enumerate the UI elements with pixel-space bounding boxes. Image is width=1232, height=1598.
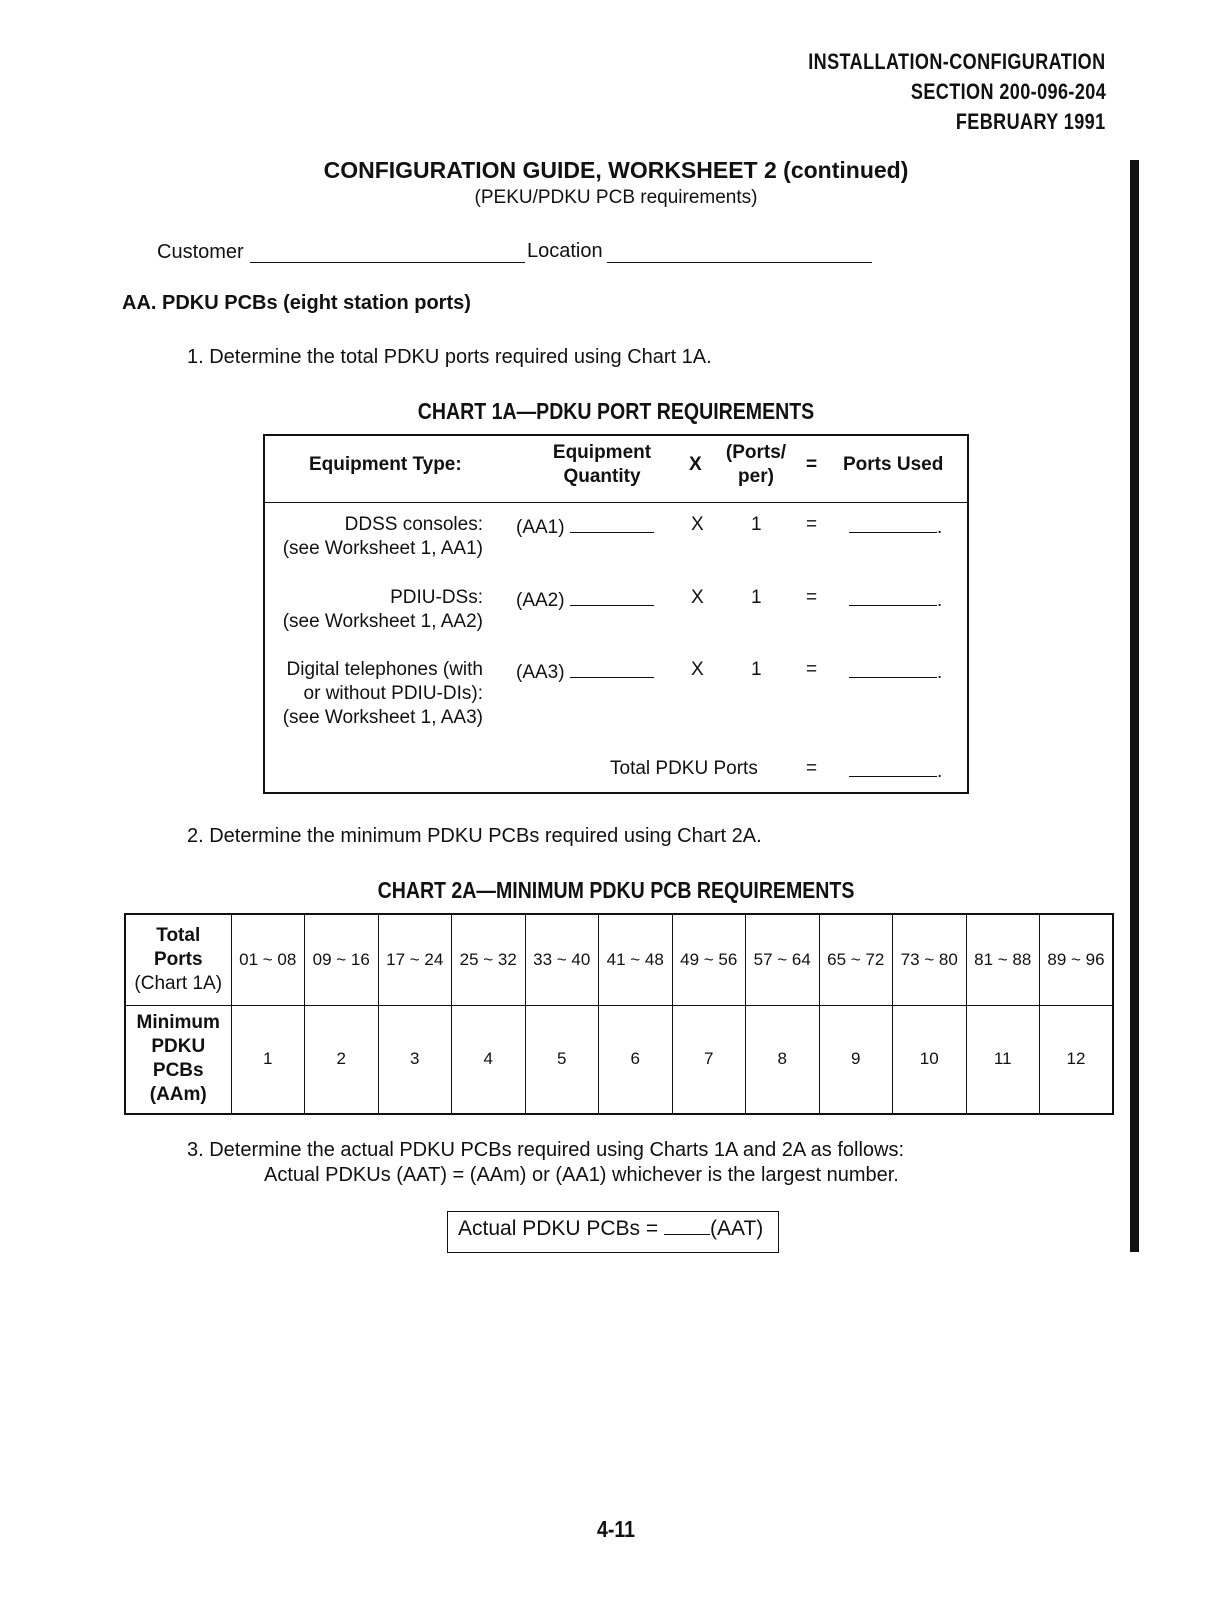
section-heading: AA. PDKU PCBs (eight station ports) — [122, 292, 471, 314]
range-cell: 25 ~ 32 — [452, 914, 526, 1005]
header-line-3: FEBRUARY 1991 — [956, 109, 1106, 134]
header-equipment-type: Equipment Type: — [309, 454, 462, 475]
row-1-eq: = — [806, 514, 818, 535]
row-2-x: X — [691, 587, 704, 608]
row-2-ref: (see Worksheet 1, AA2) — [282, 611, 483, 632]
pcb-cell: 7 — [672, 1005, 746, 1114]
row-1-ports-used-blank: . — [849, 514, 942, 539]
header-x: X — [689, 454, 702, 475]
page-title: CONFIGURATION GUIDE, WORKSHEET 2 (continued) — [323, 157, 909, 183]
row-2-code: (AA2) — [516, 587, 654, 612]
row-1-code: (AA1) — [516, 514, 654, 539]
table-row-total-ports — [125, 914, 1113, 1005]
range-cell: 81 ~ 88 — [966, 914, 1040, 1005]
result-label: Actual PDKU PCBs = — [458, 1217, 664, 1240]
result-suffix: (AAT) — [710, 1217, 764, 1240]
range-cell: 17 ~ 24 — [378, 914, 452, 1005]
row-3-label: Digital telephones (with — [286, 659, 483, 680]
total-label: Total PDKU Ports — [610, 758, 758, 779]
step-3-formula: Actual PDKUs (AAT) = (AAm) or (AA1) whichever is the largest number. — [264, 1164, 899, 1186]
customer-label: Customer — [157, 241, 244, 263]
chart-2a-title: CHART 2A—MINIMUM PDKU PCB REQUIREMENTS — [377, 877, 855, 903]
actual-pdku-result-box — [447, 1211, 779, 1253]
row-3-eq: = — [806, 659, 818, 680]
total-eq: = — [806, 758, 818, 779]
row-3-ports-used-blank: . — [849, 659, 942, 684]
pcb-cell: 6 — [599, 1005, 673, 1114]
pcb-cell: 8 — [746, 1005, 820, 1114]
row-2-qty-blank — [570, 587, 654, 606]
pcb-cell: 5 — [525, 1005, 599, 1114]
page-number: 4-11 — [596, 1516, 636, 1542]
range-cell: 33 ~ 40 — [525, 914, 599, 1005]
header-line-1: INSTALLATION-CONFIGURATION — [808, 49, 1106, 74]
page-subtitle: (PEKU/PDKU PCB requirements) — [474, 187, 758, 208]
step-3-text: 3. Determine the actual PDKU PCBs required using Charts 1A and 2A as follows: — [187, 1139, 905, 1161]
header-ports-per-2: per) — [738, 466, 774, 487]
step-1-text: 1. Determine the total PDKU ports required using Chart 1A. — [187, 346, 712, 368]
row-1-ports: 1 — [751, 514, 762, 535]
row-3-x: X — [691, 659, 704, 680]
range-cell: 73 ~ 80 — [893, 914, 967, 1005]
row-3-ref: (see Worksheet 1, AA3) — [282, 707, 483, 728]
row-3-label-2: or without PDIU-DIs): — [303, 683, 483, 704]
row-header-minimum-pcbs: Minimum PDKU PCBs (AAm) — [125, 1005, 231, 1114]
revision-bar — [1130, 160, 1139, 1252]
row-2-ports: 1 — [751, 587, 762, 608]
header-ports-per-1: (Ports/ — [725, 442, 787, 463]
range-cell: 01 ~ 08 — [231, 914, 305, 1005]
pcb-cell: 2 — [305, 1005, 379, 1114]
pcb-cell: 11 — [966, 1005, 1040, 1114]
row-2-label: PDIU-DSs: — [390, 587, 483, 608]
row-3-ports: 1 — [751, 659, 762, 680]
chart-1a-table — [263, 434, 969, 794]
range-cell: 09 ~ 16 — [305, 914, 379, 1005]
table-row-minimum-pcbs — [125, 1005, 1113, 1114]
range-cell: 49 ~ 56 — [672, 914, 746, 1005]
row-1-x: X — [691, 514, 704, 535]
location-label: Location — [527, 240, 603, 262]
header-ports-used: Ports Used — [843, 454, 944, 475]
row-2-eq: = — [806, 587, 818, 608]
row-header-total-ports: Total Ports (Chart 1A) — [125, 914, 231, 1005]
row-1-label: DDSS consoles: — [344, 514, 483, 535]
total-blank: . — [849, 758, 942, 783]
result-blank — [664, 1218, 710, 1235]
pcb-cell: 9 — [819, 1005, 893, 1114]
step-2-text: 2. Determine the minimum PDKU PCBs required using Chart 2A. — [187, 825, 762, 847]
header-equipment-qty-1: Equipment — [552, 442, 652, 463]
chart-2a-table — [124, 913, 1114, 1115]
pcb-cell: 1 — [231, 1005, 305, 1114]
customer-field-line — [250, 262, 525, 263]
chart-1a-title: CHART 1A—PDKU PORT REQUIREMENTS — [417, 398, 815, 424]
header-equals: = — [806, 454, 818, 475]
pcb-cell: 10 — [893, 1005, 967, 1114]
pcb-cell: 12 — [1040, 1005, 1114, 1114]
range-cell: 41 ~ 48 — [599, 914, 673, 1005]
location-field-line — [607, 262, 872, 263]
row-3-code: (AA3) — [516, 659, 654, 684]
header-divider — [265, 502, 967, 503]
range-cell: 65 ~ 72 — [819, 914, 893, 1005]
range-cell: 89 ~ 96 — [1040, 914, 1114, 1005]
header-equipment-qty-2: Quantity — [563, 466, 641, 487]
row-3-qty-blank — [570, 659, 654, 678]
row-1-qty-blank — [570, 514, 654, 533]
row-1-ref: (see Worksheet 1, AA1) — [282, 538, 483, 559]
pcb-cell: 3 — [378, 1005, 452, 1114]
pcb-cell: 4 — [452, 1005, 526, 1114]
header-line-2: SECTION 200-096-204 — [910, 79, 1106, 104]
range-cell: 57 ~ 64 — [746, 914, 820, 1005]
row-2-ports-used-blank: . — [849, 587, 942, 612]
